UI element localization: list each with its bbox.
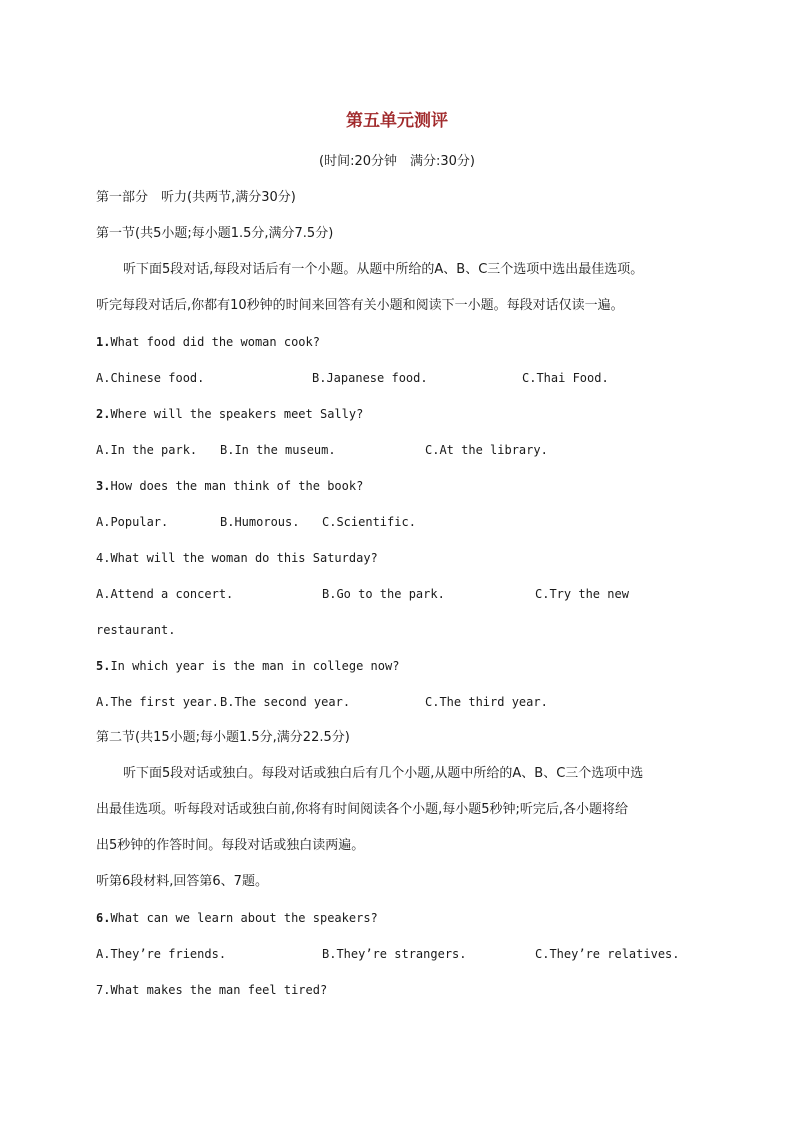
- question-number: 6.: [96, 911, 111, 925]
- question-3: [96, 478, 363, 494]
- question-2: [96, 406, 363, 422]
- q6-option-a: A.They’re friends.: [96, 947, 227, 961]
- q3-option-b: B.Humorous.: [220, 515, 300, 529]
- question-text: Where will the speakers meet Sally?: [110, 407, 364, 421]
- material-6-heading: 听第6段材料,回答第6、7题。: [96, 874, 268, 889]
- section1-instruction-2: 听完每段对话后,你都有10秒钟的时间来回答有关小题和阅读下一小题。每段对话仅读一遍。: [96, 298, 624, 313]
- part1-heading: 第一部分 听力(共两节,满分30分): [96, 190, 296, 205]
- question-text: What can we learn about the speakers?: [110, 911, 378, 925]
- question-number: 4.: [96, 551, 111, 565]
- q2-option-b: B.In the museum.: [220, 443, 336, 457]
- question-1: [96, 334, 320, 350]
- q4-option-b: B.Go to the park.: [322, 587, 445, 601]
- q1-option-c: C.Thai Food.: [522, 371, 609, 385]
- question-number: 1.: [96, 335, 111, 349]
- section1-instruction-1: 听下面5段对话,每段对话后有一个小题。从题中所给的A、B、C三个选项中选出最佳选项。: [123, 262, 644, 277]
- q4-option-c-continued: restaurant.: [96, 623, 176, 637]
- question-number: 7.: [96, 983, 111, 997]
- question-number: 2.: [96, 407, 111, 421]
- question-text: What food did the woman cook?: [110, 335, 320, 349]
- q5-option-a: A.The first year.: [96, 695, 219, 709]
- q2-option-a: A.In the park.: [96, 443, 198, 457]
- q5-option-c: C.The third year.: [425, 695, 548, 709]
- section2-instruction-2: 出最佳选项。听每段对话或独白前,你将有时间阅读各个小题,每小题5秒钟;听完后,各小题将给: [96, 802, 629, 817]
- question-6: [96, 910, 378, 926]
- question-text: How does the man think of the book?: [110, 479, 364, 493]
- question-text: In which year is the man in college now?: [110, 659, 400, 673]
- question-4: [96, 550, 378, 566]
- q6-option-c: C.They’re relatives.: [535, 947, 680, 961]
- question-number: 3.: [96, 479, 111, 493]
- question-text: What makes the man feel tired?: [110, 983, 328, 997]
- q6-option-b: B.They’re strangers.: [322, 947, 467, 961]
- section1-heading: 第一节(共5小题;每小题1.5分,满分7.5分): [96, 226, 334, 241]
- section2-heading: 第二节(共15小题;每小题1.5分,满分22.5分): [96, 730, 350, 745]
- question-text: What will the woman do this Saturday?: [110, 551, 378, 565]
- q4-option-a: A.Attend a concert.: [96, 587, 234, 601]
- q2-option-c: C.At the library.: [425, 443, 548, 457]
- page-subtitle: (时间:20分钟 满分:30分): [319, 154, 475, 169]
- q3-option-a: A.Popular.: [96, 515, 169, 529]
- q5-option-b: B.The second year.: [220, 695, 351, 709]
- q4-option-c: C.Try the new: [535, 587, 629, 601]
- section2-instruction-1: 听下面5段对话或独白。每段对话或独白后有几个小题,从题中所给的A、B、C三个选项中选: [123, 766, 644, 781]
- q1-option-a: A.Chinese food.: [96, 371, 205, 385]
- page-title: 第五单元测评: [346, 111, 448, 131]
- q1-option-b: B.Japanese food.: [312, 371, 428, 385]
- question-7: [96, 982, 327, 998]
- question-number: 5.: [96, 659, 111, 673]
- question-5: [96, 658, 399, 674]
- section2-instruction-3: 出5秒钟的作答时间。每段对话或独白读两遍。: [96, 838, 365, 853]
- q3-option-c: C.Scientific.: [322, 515, 416, 529]
